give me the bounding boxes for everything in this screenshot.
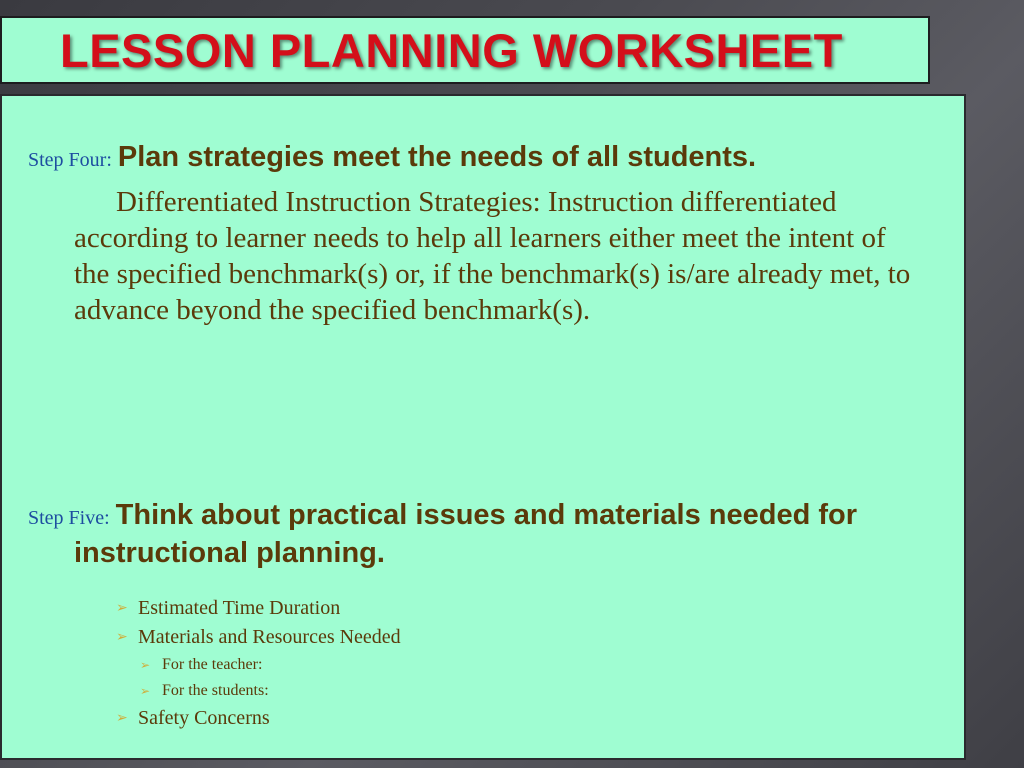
step-five-heading: Think about practical issues and materials needed for instructional planning. <box>74 499 857 569</box>
step-four-label: Step Four: <box>28 149 112 171</box>
list-item <box>114 594 814 623</box>
list-item <box>114 652 814 678</box>
arrow-bullet-icon: ➢ <box>116 629 128 645</box>
step-four-detail: Differentiated Instruction Strategies: Instruction differentiated according to learner needs to help all learners either meet the intent of the specified benchmark(s) or, if the benchmark(s) is/are already met, to advance beyond the specified benchmark(s). <box>74 186 911 326</box>
arrow-bullet-icon: ➢ <box>116 710 128 726</box>
step-four-section <box>28 140 928 328</box>
arrow-bullet-icon: ➢ <box>116 600 128 616</box>
step-four-line <box>28 140 928 178</box>
list-item-text: Materials and Resources Needed <box>138 626 401 648</box>
arrow-bullet-icon: ➢ <box>140 658 151 672</box>
list-item <box>114 623 814 652</box>
step-five-line <box>28 498 928 571</box>
slide-title: LESSON PLANNING WORKSHEET <box>60 24 843 77</box>
step-five-label: Step Five: <box>28 507 110 529</box>
step-five-section <box>28 498 928 571</box>
title-banner <box>0 16 930 84</box>
list-item <box>114 704 814 733</box>
list-item-text: Estimated Time Duration <box>138 597 341 619</box>
list-item-text: Safety Concerns <box>138 707 270 729</box>
list-item-text: For the students: <box>162 682 269 699</box>
step-four-heading: Plan strategies meet the needs of all students. <box>117 141 757 173</box>
list-item-text: For the teacher: <box>162 656 263 673</box>
list-item <box>114 678 814 704</box>
arrow-bullet-icon: ➢ <box>140 684 151 698</box>
content-panel <box>0 94 966 760</box>
bullet-list <box>114 594 814 733</box>
